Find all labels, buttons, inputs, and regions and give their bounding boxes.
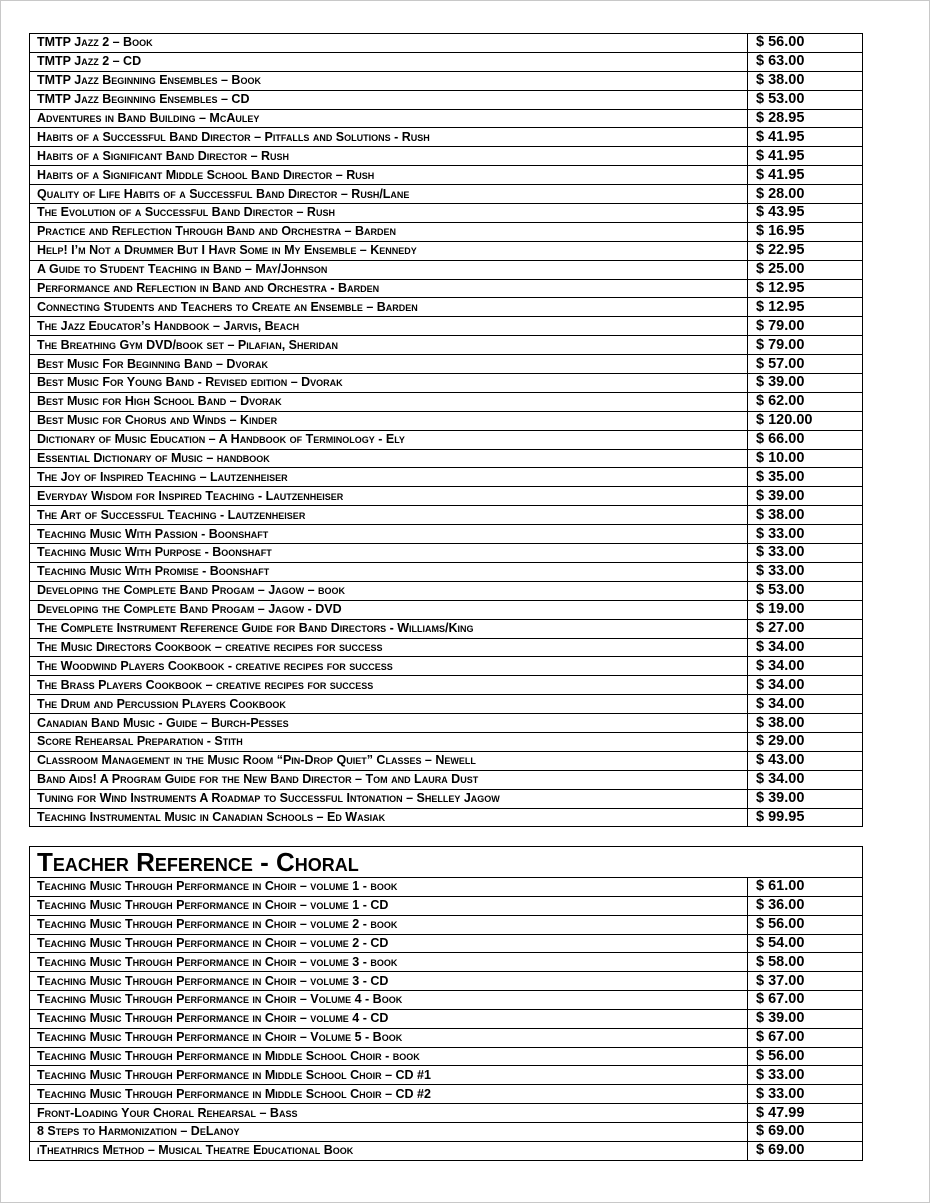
item-price: $ 43.95	[748, 204, 863, 223]
table-row	[30, 430, 863, 449]
item-title: Best Music For Beginning Band – Dvorak	[30, 355, 748, 374]
item-price: $ 62.00	[748, 392, 863, 411]
item-title: The Drum and Percussion Players Cookbook	[30, 695, 748, 714]
item-title: Teaching Music Through Performance in Choir – volume 3 - book	[30, 953, 748, 972]
table-row	[30, 355, 863, 374]
table-row	[30, 468, 863, 487]
item-price: $ 47.99	[748, 1104, 863, 1123]
item-price: $ 33.00	[748, 562, 863, 581]
item-price: $ 28.00	[748, 185, 863, 204]
table-row	[30, 298, 863, 317]
table-row	[30, 185, 863, 204]
item-title: The Evolution of a Successful Band Director – Rush	[30, 204, 748, 223]
item-price: $ 39.00	[748, 1009, 863, 1028]
table-row	[30, 52, 863, 71]
item-title: Teaching Music Through Performance in Middle School Choir - book	[30, 1047, 748, 1066]
table-row	[30, 525, 863, 544]
table-row	[30, 896, 863, 915]
item-price: $ 33.00	[748, 525, 863, 544]
table-row	[30, 1028, 863, 1047]
item-title: Practice and Reflection Through Band and Orchestra – Barden	[30, 222, 748, 241]
table-row	[30, 1009, 863, 1028]
table-row	[30, 260, 863, 279]
item-title: TMTP Jazz 2 – CD	[30, 52, 748, 71]
item-price: $ 41.95	[748, 147, 863, 166]
item-price: $ 25.00	[748, 260, 863, 279]
item-price: $ 58.00	[748, 953, 863, 972]
table-row	[30, 600, 863, 619]
item-price: $ 53.00	[748, 90, 863, 109]
item-price: $ 79.00	[748, 336, 863, 355]
table-row	[30, 934, 863, 953]
table-row	[30, 789, 863, 808]
item-title: 8 Steps to Harmonization – DeLanoy	[30, 1122, 748, 1141]
item-title: The Joy of Inspired Teaching – Lautzenheiser	[30, 468, 748, 487]
item-price: $ 34.00	[748, 695, 863, 714]
table-row	[30, 506, 863, 525]
table-row	[30, 374, 863, 393]
item-title: Habits of a Significant Band Director – Rush	[30, 147, 748, 166]
item-price: $ 61.00	[748, 878, 863, 897]
item-title: Teaching Music Through Performance in Choir – volume 1 - book	[30, 878, 748, 897]
choral-reference-table	[29, 846, 863, 1161]
item-title: Developing the Complete Band Progam – Jagow - DVD	[30, 600, 748, 619]
item-price: $ 33.00	[748, 544, 863, 563]
table-row	[30, 676, 863, 695]
item-price: $ 56.00	[748, 1047, 863, 1066]
item-price: $ 57.00	[748, 355, 863, 374]
item-title: Connecting Students and Teachers to Create an Ensemble – Barden	[30, 298, 748, 317]
item-price: $ 66.00	[748, 430, 863, 449]
item-title: Teaching Music Through Performance in Choir – volume 2 - book	[30, 915, 748, 934]
item-title: Teaching Music Through Performance in Choir – Volume 4 - Book	[30, 991, 748, 1010]
table-row	[30, 1122, 863, 1141]
item-price: $ 38.00	[748, 714, 863, 733]
item-price: $ 12.95	[748, 279, 863, 298]
table-row	[30, 90, 863, 109]
item-price: $ 79.00	[748, 317, 863, 336]
item-price: $ 41.95	[748, 128, 863, 147]
item-title: Teaching Music Through Performance in Choir – Volume 5 - Book	[30, 1028, 748, 1047]
item-title: Teaching Instrumental Music in Canadian Schools – Ed Wasiak	[30, 808, 748, 827]
item-price: $ 35.00	[748, 468, 863, 487]
table-row	[30, 392, 863, 411]
item-price: $ 99.95	[748, 808, 863, 827]
table-row	[30, 222, 863, 241]
item-title: Teaching Music Through Performance in Choir – volume 2 - CD	[30, 934, 748, 953]
item-title: Everyday Wisdom for Inspired Teaching - Lautzenheiser	[30, 487, 748, 506]
table-row	[30, 1085, 863, 1104]
table-row	[30, 544, 863, 563]
item-title: TMTP Jazz Beginning Ensembles – CD	[30, 90, 748, 109]
item-title: Performance and Reflection in Band and Orchestra - Barden	[30, 279, 748, 298]
item-title: Quality of Life Habits of a Successful Band Director – Rush/Lane	[30, 185, 748, 204]
table-row	[30, 34, 863, 53]
table-row	[30, 1066, 863, 1085]
table-row	[30, 657, 863, 676]
item-price: $ 33.00	[748, 1085, 863, 1104]
item-title: The Woodwind Players Cookbook - creative recipes for success	[30, 657, 748, 676]
item-price: $ 16.95	[748, 222, 863, 241]
item-title: A Guide to Student Teaching in Band – May/Johnson	[30, 260, 748, 279]
table-row	[30, 581, 863, 600]
table-row	[30, 714, 863, 733]
table-row	[30, 241, 863, 260]
item-price: $ 19.00	[748, 600, 863, 619]
item-title: Habits of a Significant Middle School Band Director – Rush	[30, 166, 748, 185]
item-price: $ 10.00	[748, 449, 863, 468]
table-row	[30, 972, 863, 991]
band-reference-table	[29, 33, 863, 827]
item-title: The Breathing Gym DVD/book set – Pilafian, Sheridan	[30, 336, 748, 355]
item-title: Best Music for High School Band – Dvorak	[30, 392, 748, 411]
item-title: Habits of a Successful Band Director – Pitfalls and Solutions - Rush	[30, 128, 748, 147]
item-price: $ 69.00	[748, 1141, 863, 1160]
item-title: Teaching Music Through Performance in Choir – volume 1 - CD	[30, 896, 748, 915]
item-title: The Jazz Educator’s Handbook – Jarvis, Beach	[30, 317, 748, 336]
item-title: Teaching Music Through Performance in Choir – volume 4 - CD	[30, 1009, 748, 1028]
table-row	[30, 1104, 863, 1123]
table-row	[30, 619, 863, 638]
item-price: $ 28.95	[748, 109, 863, 128]
item-price: $ 34.00	[748, 676, 863, 695]
table-row	[30, 991, 863, 1010]
table-row	[30, 147, 863, 166]
section-heading-choral: Teacher Reference - Choral	[30, 847, 863, 878]
item-price: $ 69.00	[748, 1122, 863, 1141]
item-title: TMTP Jazz 2 – Book	[30, 34, 748, 53]
item-title: Dictionary of Music Education – A Handbook of Terminology - Ely	[30, 430, 748, 449]
item-price: $ 34.00	[748, 770, 863, 789]
item-price: $ 63.00	[748, 52, 863, 71]
item-price: $ 43.00	[748, 751, 863, 770]
item-price: $ 53.00	[748, 581, 863, 600]
item-title: Teaching Music Through Performance in Middle School Choir – CD #1	[30, 1066, 748, 1085]
item-title: Best Music For Young Band - Revised edition – Dvorak	[30, 374, 748, 393]
item-title: The Complete Instrument Reference Guide for Band Directors - Williams/King	[30, 619, 748, 638]
table-row	[30, 317, 863, 336]
item-price: $ 38.00	[748, 71, 863, 90]
item-title: Teaching Music With Promise - Boonshaft	[30, 562, 748, 581]
item-title: Band Aids! A Program Guide for the New Band Director – Tom and Laura Dust	[30, 770, 748, 789]
table-row	[30, 109, 863, 128]
item-price: $ 36.00	[748, 896, 863, 915]
item-title: Classroom Management in the Music Room “Pin-Drop Quiet” Classes – Newell	[30, 751, 748, 770]
item-price: $ 29.00	[748, 732, 863, 751]
choral-reference-rows	[30, 847, 863, 1161]
item-price: $ 22.95	[748, 241, 863, 260]
item-price: $ 39.00	[748, 487, 863, 506]
item-price: $ 67.00	[748, 1028, 863, 1047]
item-title: Canadian Band Music - Guide – Burch-Pesses	[30, 714, 748, 733]
table-row	[30, 1047, 863, 1066]
item-price: $ 34.00	[748, 638, 863, 657]
item-title: Teaching Music Through Performance in Choir – volume 3 - CD	[30, 972, 748, 991]
item-price: $ 67.00	[748, 991, 863, 1010]
item-price: $ 56.00	[748, 34, 863, 53]
item-title: Tuning for Wind Instruments A Roadmap to Successful Intonation – Shelley Jagow	[30, 789, 748, 808]
table-row	[30, 638, 863, 657]
table-row	[30, 732, 863, 751]
band-reference-rows	[30, 34, 863, 827]
item-price: $ 54.00	[748, 934, 863, 953]
table-row	[30, 562, 863, 581]
item-price: $ 56.00	[748, 915, 863, 934]
item-title: The Music Directors Cookbook – creative recipes for success	[30, 638, 748, 657]
table-row	[30, 695, 863, 714]
table-row	[30, 808, 863, 827]
table-row	[30, 166, 863, 185]
table-row	[30, 1141, 863, 1160]
item-price: $ 41.95	[748, 166, 863, 185]
item-title: The Art of Successful Teaching - Lautzenheiser	[30, 506, 748, 525]
item-title: Teaching Music With Purpose - Boonshaft	[30, 544, 748, 563]
item-price: $ 120.00	[748, 411, 863, 430]
item-title: Score Rehearsal Preparation - Stith	[30, 732, 748, 751]
item-price: $ 38.00	[748, 506, 863, 525]
item-price: $ 39.00	[748, 374, 863, 393]
choral-heading-row	[30, 847, 863, 878]
item-title: Front-Loading Your Choral Rehearsal – Bass	[30, 1104, 748, 1123]
table-row	[30, 953, 863, 972]
item-price: $ 39.00	[748, 789, 863, 808]
item-title: Help! I’m Not a Drummer But I Havr Some in My Ensemble – Kennedy	[30, 241, 748, 260]
item-title: Essential Dictionary of Music – handbook	[30, 449, 748, 468]
table-row	[30, 449, 863, 468]
table-row	[30, 336, 863, 355]
table-row	[30, 204, 863, 223]
item-price: $ 12.95	[748, 298, 863, 317]
item-title: The Brass Players Cookbook – creative recipes for success	[30, 676, 748, 695]
item-price: $ 34.00	[748, 657, 863, 676]
item-price: $ 27.00	[748, 619, 863, 638]
table-row	[30, 751, 863, 770]
item-price: $ 37.00	[748, 972, 863, 991]
table-row	[30, 279, 863, 298]
item-title: Teaching Music With Passion - Boonshaft	[30, 525, 748, 544]
table-row	[30, 128, 863, 147]
item-price: $ 33.00	[748, 1066, 863, 1085]
item-title: TMTP Jazz Beginning Ensembles – Book	[30, 71, 748, 90]
item-title: Adventures in Band Building – McAuley	[30, 109, 748, 128]
table-row	[30, 71, 863, 90]
table-row	[30, 878, 863, 897]
table-row	[30, 770, 863, 789]
item-title: Teaching Music Through Performance in Middle School Choir – CD #2	[30, 1085, 748, 1104]
item-title: Best Music for Chorus and Winds – Kinder	[30, 411, 748, 430]
table-row	[30, 411, 863, 430]
item-title: iTheathrics Method – Musical Theatre Educational Book	[30, 1141, 748, 1160]
table-row	[30, 915, 863, 934]
table-row	[30, 487, 863, 506]
item-title: Developing the Complete Band Progam – Jagow – book	[30, 581, 748, 600]
